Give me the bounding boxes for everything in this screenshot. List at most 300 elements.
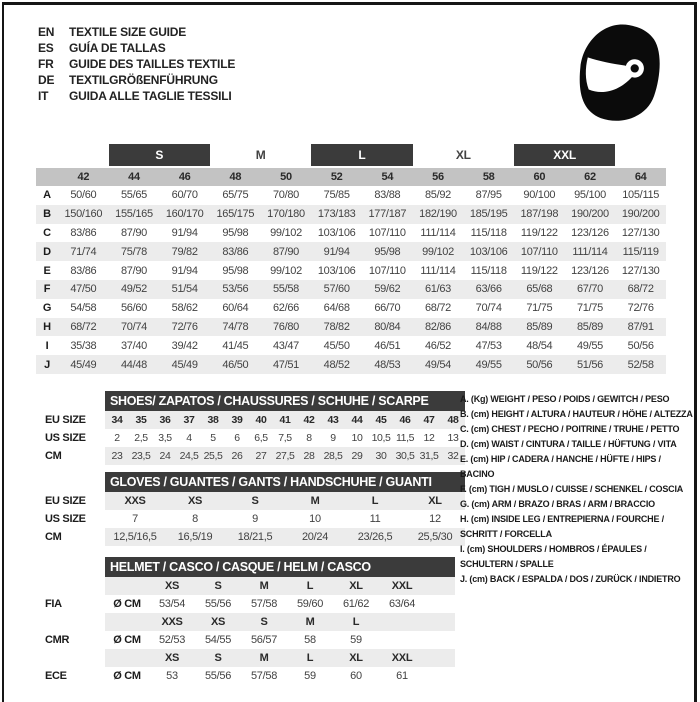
helmet-cell: 53/54 bbox=[158, 598, 186, 610]
gloves-cell: 10 bbox=[309, 513, 321, 525]
measure-cell: 62/66 bbox=[272, 302, 299, 315]
helmet-size-header: XS bbox=[164, 580, 180, 592]
measure-cell: 35/38 bbox=[70, 339, 97, 352]
measure-cell: 190/200 bbox=[571, 208, 609, 221]
shoes-cell: 10 bbox=[351, 432, 363, 444]
shoes-cell: 24 bbox=[159, 450, 171, 462]
helmet-size-header: L bbox=[306, 580, 314, 592]
shoes-cell: 38 bbox=[207, 414, 219, 426]
measure-cell: 119/122 bbox=[520, 264, 558, 277]
helmet-cell: 58 bbox=[304, 634, 316, 646]
size-header: 56 bbox=[432, 171, 444, 183]
measure-cell: 49/52 bbox=[120, 283, 147, 296]
measure-cell: 52/58 bbox=[627, 358, 654, 371]
helmet-size-header: XL bbox=[349, 580, 363, 592]
measure-cell: 48/52 bbox=[323, 358, 350, 371]
helmet-size-header: M bbox=[259, 580, 269, 592]
helmet-cell: 60 bbox=[350, 670, 362, 682]
measure-cell: 123/126 bbox=[571, 226, 609, 239]
shoes-cell: 6 bbox=[234, 432, 240, 444]
helmet-standard-ece: ECE bbox=[45, 670, 67, 682]
shoes-row bbox=[105, 429, 465, 447]
size-header: 50 bbox=[280, 171, 292, 183]
shoes-cell: 35 bbox=[135, 414, 147, 426]
helmet-cell: 55/56 bbox=[204, 670, 232, 682]
shoes-cell: 43 bbox=[327, 414, 339, 426]
measure-cell: 103/106 bbox=[317, 226, 356, 239]
helmet-size-row bbox=[105, 577, 455, 595]
gloves-cell: M bbox=[310, 495, 320, 507]
gloves-cell: XL bbox=[428, 495, 442, 507]
measure-cell: 68/72 bbox=[424, 302, 451, 315]
measure-cell: 65/75 bbox=[222, 189, 249, 202]
helmet-box bbox=[105, 557, 455, 685]
measure-cell: 49/54 bbox=[424, 358, 451, 371]
measure-cell: 107/110 bbox=[368, 264, 406, 277]
measure-cell: 75/78 bbox=[120, 245, 147, 258]
measure-row-h bbox=[36, 318, 666, 337]
measure-cell: 57/60 bbox=[323, 283, 350, 296]
measure-cell: 115/119 bbox=[622, 245, 659, 258]
helmet-cell: 59 bbox=[350, 634, 362, 646]
lang-title: GUIDE DES TAILLES TEXTILE bbox=[69, 57, 236, 71]
helmet-unit-label: Ø CM bbox=[113, 598, 141, 610]
main-table-body bbox=[36, 186, 666, 374]
measure-cell: 64/68 bbox=[323, 302, 350, 315]
shoes-cell: 7,5 bbox=[278, 432, 292, 444]
shoes-cell: 47 bbox=[423, 414, 435, 426]
measure-cell: 43/47 bbox=[272, 339, 299, 352]
gloves-title: GLOVES / GUANTES / GANTS / HANDSCHUHE / GUANTI bbox=[105, 472, 465, 492]
measure-cell: 46/50 bbox=[222, 358, 249, 371]
size-group-xxl: XXL bbox=[514, 144, 615, 166]
measure-cell: 72/76 bbox=[171, 320, 198, 333]
main-size-table bbox=[36, 144, 666, 374]
shoes-row bbox=[105, 447, 465, 465]
measure-cell: 85/89 bbox=[576, 320, 603, 333]
measure-cell: 95/98 bbox=[222, 226, 249, 239]
shoes-cell: 12 bbox=[423, 432, 435, 444]
shoes-cell: 42 bbox=[303, 414, 315, 426]
size-header: 52 bbox=[330, 171, 343, 183]
helmet-standard-cmr: CMR bbox=[45, 634, 70, 646]
measure-cell: 83/86 bbox=[70, 264, 97, 277]
gloves-cell: 12,5/16,5 bbox=[113, 531, 157, 543]
gloves-cell: XS bbox=[187, 495, 203, 507]
shoes-cell: 3,5 bbox=[158, 432, 172, 444]
measure-cell: 160/170 bbox=[165, 208, 204, 221]
helmet-cell: 63/64 bbox=[388, 598, 416, 610]
measure-row-i bbox=[36, 336, 666, 355]
lang-row-fr bbox=[38, 56, 235, 72]
lang-code: FR bbox=[38, 57, 54, 71]
row-label: G bbox=[42, 302, 52, 315]
helmet-size-row bbox=[105, 613, 455, 631]
helmet-size-header: XL bbox=[349, 652, 363, 664]
helmet-size-header: XXL bbox=[391, 580, 413, 592]
measure-cell: 75/85 bbox=[323, 189, 350, 202]
size-header: 48 bbox=[229, 171, 242, 183]
helmet-value-row bbox=[105, 631, 455, 649]
legend-line: F. (cm) TIGH / MUSLO / CUISSE / SCHENKEL / COSCIA bbox=[460, 484, 684, 494]
measure-cell: 103/106 bbox=[317, 264, 356, 277]
measure-cell: 87/90 bbox=[120, 264, 147, 277]
measure-cell: 53/56 bbox=[222, 283, 249, 296]
measure-cell: 55/65 bbox=[120, 189, 147, 202]
measure-row-a bbox=[36, 186, 666, 205]
shoes-cell: 39 bbox=[231, 414, 243, 426]
measure-cell: 39/42 bbox=[171, 339, 198, 352]
row-label: B bbox=[43, 208, 51, 221]
shoes-cell: 29 bbox=[351, 450, 363, 462]
measure-cell: 48/54 bbox=[526, 339, 553, 352]
measure-cell: 85/92 bbox=[424, 189, 451, 202]
shoes-cell: 8 bbox=[306, 432, 312, 444]
shoes-box bbox=[105, 391, 465, 465]
size-header: 54 bbox=[381, 171, 394, 183]
measure-row-b bbox=[36, 205, 666, 224]
gloves-cell: 23/26,5 bbox=[357, 531, 393, 543]
gloves-cell: 25,5/30 bbox=[417, 531, 453, 543]
shoes-cell: 31,5 bbox=[419, 450, 439, 462]
gloves-box bbox=[105, 472, 465, 546]
racing-helmet-icon bbox=[574, 22, 666, 124]
measure-cell: 68/72 bbox=[70, 320, 97, 333]
lang-row-en bbox=[38, 24, 235, 40]
main-table-bands bbox=[36, 144, 666, 166]
legend-line: A. (Kg) WEIGHT / PESO / POIDS / GEWITCH / PESO bbox=[460, 394, 670, 404]
helmet-cell: 57/58 bbox=[250, 670, 278, 682]
size-corner bbox=[36, 168, 58, 186]
measure-cell: 99/102 bbox=[270, 226, 302, 239]
shoes-cell: 34 bbox=[111, 414, 123, 426]
measure-cell: 173/183 bbox=[317, 208, 356, 221]
helmet-size-header: XXS bbox=[161, 616, 183, 628]
measure-cell: 44/48 bbox=[120, 358, 147, 371]
measure-row-c bbox=[36, 224, 666, 243]
shoes-cell: 11,5 bbox=[395, 432, 415, 444]
shoes-cell: 4 bbox=[186, 432, 192, 444]
measure-cell: 67/70 bbox=[576, 283, 603, 296]
helmet-cell bbox=[379, 631, 425, 649]
measure-cell: 55/58 bbox=[272, 283, 299, 296]
measure-cell: 51/54 bbox=[171, 283, 198, 296]
helmet-cell: 54/55 bbox=[204, 634, 232, 646]
measure-cell: 91/94 bbox=[171, 226, 198, 239]
measure-cell: 177/187 bbox=[368, 208, 407, 221]
helmet-size-header: L bbox=[352, 616, 360, 628]
shoes-row-label: CM bbox=[45, 450, 62, 462]
gloves-rows bbox=[105, 492, 465, 546]
measure-cell: 83/86 bbox=[222, 245, 249, 258]
helmet-size-header: S bbox=[214, 580, 222, 592]
measure-cell: 54/58 bbox=[70, 302, 97, 315]
helmet-size-header: M bbox=[305, 616, 315, 628]
measure-cell: 47/51 bbox=[272, 358, 299, 371]
shoes-cell: 5 bbox=[210, 432, 216, 444]
helmet-size-header: XXL bbox=[391, 652, 413, 664]
shoes-cell: 25,5 bbox=[203, 450, 223, 462]
measure-cell: 115/118 bbox=[470, 264, 507, 277]
measure-cell: 107/110 bbox=[368, 226, 406, 239]
measure-cell: 95/98 bbox=[222, 264, 249, 277]
lang-row-it bbox=[38, 88, 235, 104]
legend-line: H. (cm) INSIDE LEG / ENTREPIERNA / FOURCHE / SCHRITT / FORCELLA bbox=[460, 514, 664, 539]
shoes-cell: 44 bbox=[351, 414, 363, 426]
shoes-cell: 9 bbox=[330, 432, 336, 444]
measure-cell: 60/64 bbox=[222, 302, 249, 315]
row-label: D bbox=[43, 245, 51, 258]
measure-cell: 87/90 bbox=[120, 226, 147, 239]
shoes-cell: 28 bbox=[303, 450, 315, 462]
gloves-cell: 7 bbox=[132, 513, 138, 525]
shoes-cell: 40 bbox=[255, 414, 267, 426]
measure-cell: 71/75 bbox=[576, 302, 603, 315]
measure-cell: 45/49 bbox=[171, 358, 198, 371]
size-group-xl: XL bbox=[455, 148, 471, 162]
measure-cell: 41/45 bbox=[222, 339, 249, 352]
legend-line: D. (cm) WAIST / CINTURA / TAILLE / HÜFTUNG / VITA bbox=[460, 439, 677, 449]
shoes-cell: 2,5 bbox=[134, 432, 148, 444]
gloves-cell: 18/21,5 bbox=[237, 531, 273, 543]
helmet-unit-spacer bbox=[105, 577, 149, 595]
measure-cell: 83/86 bbox=[70, 226, 97, 239]
size-group-m: M bbox=[255, 148, 266, 162]
measure-cell: 119/122 bbox=[520, 226, 558, 239]
measure-cell: 87/90 bbox=[272, 245, 299, 258]
helmet-unit-label: Ø CM bbox=[113, 670, 141, 682]
shoes-cell: 26 bbox=[231, 450, 243, 462]
measure-cell: 46/52 bbox=[424, 339, 451, 352]
measure-cell: 59/62 bbox=[374, 283, 401, 296]
legend-line: I. (cm) SHOULDERS / HOMBROS / ÉPAULES / SCHULTERN / SPALLE bbox=[460, 544, 647, 569]
measure-cell: 70/74 bbox=[475, 302, 502, 315]
measure-cell: 190/200 bbox=[621, 208, 660, 221]
shoes-cell: 45 bbox=[375, 414, 387, 426]
lang-code: ES bbox=[38, 41, 54, 55]
helmet-size-header: XS bbox=[210, 616, 226, 628]
gloves-cell: 9 bbox=[252, 513, 258, 525]
measure-cell: 99/102 bbox=[270, 264, 302, 277]
row-label: A bbox=[43, 189, 51, 202]
row-label: I bbox=[45, 339, 49, 352]
lang-code: EN bbox=[38, 25, 55, 39]
size-header: 44 bbox=[128, 171, 140, 183]
measure-row-d bbox=[36, 242, 666, 261]
measure-cell: 71/74 bbox=[70, 245, 97, 258]
row-label: J bbox=[44, 358, 50, 371]
measure-cell: 123/126 bbox=[571, 264, 609, 277]
measure-cell: 127/130 bbox=[621, 264, 660, 277]
shoes-title: SHOES/ ZAPATOS / CHAUSSURES / SCHUHE / SCARPE bbox=[105, 391, 465, 411]
helmet-cell: 61 bbox=[396, 670, 408, 682]
lang-title: TEXTILE SIZE GUIDE bbox=[69, 25, 187, 39]
measure-cell: 63/66 bbox=[475, 283, 502, 296]
gloves-cell: 16,5/19 bbox=[177, 531, 213, 543]
row-label: C bbox=[43, 226, 51, 239]
measure-cell: 187/198 bbox=[520, 208, 559, 221]
measure-cell: 58/62 bbox=[171, 302, 198, 315]
helmet-cell: 56/57 bbox=[250, 634, 278, 646]
measure-cell: 61/63 bbox=[424, 283, 451, 296]
measure-cell: 72/76 bbox=[627, 302, 654, 315]
gloves-row-label: CM bbox=[45, 531, 62, 543]
measure-cell: 37/40 bbox=[120, 339, 147, 352]
lang-title: GUIDA ALLE TAGLIE TESSILI bbox=[69, 89, 232, 103]
shoes-cell: 23 bbox=[111, 450, 123, 462]
size-header: 58 bbox=[482, 171, 495, 183]
helmet-cell: 59/60 bbox=[296, 598, 324, 610]
gloves-cell: XXS bbox=[124, 495, 146, 507]
measure-cell: 50/56 bbox=[627, 339, 654, 352]
measure-cell: 66/70 bbox=[374, 302, 401, 315]
measure-cell: 170/180 bbox=[267, 208, 305, 221]
measure-cell: 50/56 bbox=[526, 358, 553, 371]
gloves-row bbox=[105, 492, 465, 510]
shoes-cell: 23,5 bbox=[131, 450, 151, 462]
measure-cell: 91/94 bbox=[171, 264, 198, 277]
measure-cell: 60/70 bbox=[171, 189, 198, 202]
measure-cell: 47/50 bbox=[70, 283, 97, 296]
legend-line: E. (cm) HIP / CADERA / HANCHE / HÜFTE / HIPS / BACINO bbox=[460, 454, 661, 479]
helmet-cell: 61/62 bbox=[342, 598, 370, 610]
measure-cell: 68/72 bbox=[627, 283, 654, 296]
legend-line: G. (cm) ARM / BRAZO / BRAS / ARM / BRACCIO bbox=[460, 499, 655, 509]
shoes-cell: 27 bbox=[255, 450, 267, 462]
measure-cell: 99/102 bbox=[422, 245, 454, 258]
shoes-cell: 2 bbox=[114, 432, 120, 444]
measure-cell: 111/114 bbox=[420, 226, 456, 239]
measure-cell: 87/95 bbox=[475, 189, 502, 202]
gloves-cell: L bbox=[371, 495, 379, 507]
helmet-size-header: L bbox=[306, 652, 314, 664]
measure-cell: 70/74 bbox=[120, 320, 147, 333]
helmet-cell: 53 bbox=[166, 670, 178, 682]
measure-cell: 85/89 bbox=[526, 320, 553, 333]
row-label: H bbox=[43, 320, 51, 333]
measure-cell: 165/175 bbox=[216, 208, 255, 221]
lang-title: GUÍA DE TALLAS bbox=[69, 41, 166, 55]
measure-cell: 49/55 bbox=[475, 358, 502, 371]
size-header: 64 bbox=[634, 171, 647, 183]
measure-cell: 70/80 bbox=[272, 189, 299, 202]
lang-code: DE bbox=[38, 73, 55, 87]
helmet-cell: 59 bbox=[304, 670, 316, 682]
shoes-rows bbox=[105, 411, 465, 465]
measure-cell: 84/88 bbox=[475, 320, 502, 333]
measure-cell: 71/75 bbox=[526, 302, 553, 315]
size-group-s: S bbox=[109, 144, 210, 166]
size-header: 42 bbox=[77, 171, 90, 183]
helmet-size-header: XS bbox=[164, 652, 180, 664]
measure-cell: 82/86 bbox=[424, 320, 451, 333]
shoes-row-label: US SIZE bbox=[45, 432, 86, 444]
shoes-cell: 30,5 bbox=[395, 450, 415, 462]
measure-cell: 65/68 bbox=[526, 283, 553, 296]
shoes-cell: 10,5 bbox=[371, 432, 391, 444]
measure-cell: 150/160 bbox=[64, 208, 103, 221]
measure-cell: 45/49 bbox=[70, 358, 97, 371]
gloves-cell: 20/24 bbox=[301, 531, 329, 543]
helmet-rows bbox=[105, 577, 455, 685]
shoes-row-label: EU SIZE bbox=[45, 414, 86, 426]
measure-cell: 48/53 bbox=[374, 358, 401, 371]
shoes-row bbox=[105, 411, 465, 429]
shoes-cell: 27,5 bbox=[275, 450, 295, 462]
measure-cell: 74/78 bbox=[222, 320, 249, 333]
helmet-cell: 55/56 bbox=[204, 598, 232, 610]
measure-cell: 80/84 bbox=[374, 320, 401, 333]
language-title-block bbox=[38, 24, 235, 104]
gloves-row bbox=[105, 528, 465, 546]
measure-cell: 45/50 bbox=[323, 339, 350, 352]
measure-row-j bbox=[36, 355, 666, 374]
legend-line: J. (cm) BACK / ESPALDA / DOS / ZURÜCK / INDIETRO bbox=[460, 574, 681, 584]
measure-cell: 185/195 bbox=[469, 208, 508, 221]
measurement-legend bbox=[460, 392, 696, 587]
helmet-value-row bbox=[105, 595, 455, 613]
measure-cell: 47/53 bbox=[475, 339, 502, 352]
gloves-row-label: EU SIZE bbox=[45, 495, 86, 507]
measure-cell: 91/94 bbox=[323, 245, 350, 258]
size-header: 60 bbox=[533, 171, 546, 183]
measure-cell: 107/110 bbox=[520, 245, 558, 258]
helmet-size-header: S bbox=[260, 616, 268, 628]
measure-row-f bbox=[36, 280, 666, 299]
helmet-size-header bbox=[379, 613, 425, 631]
helmet-standard-fia: FIA bbox=[45, 598, 62, 610]
band-spacer bbox=[36, 144, 109, 166]
shoes-cell: 6,5 bbox=[254, 432, 268, 444]
shoes-cell: 41 bbox=[279, 414, 291, 426]
helmet-cell: 52/53 bbox=[158, 634, 186, 646]
shoes-cell: 28,5 bbox=[323, 450, 343, 462]
main-table-sizes-row bbox=[36, 168, 666, 186]
row-label: F bbox=[43, 283, 51, 296]
measure-cell: 51/56 bbox=[576, 358, 603, 371]
measure-cell: 83/88 bbox=[374, 189, 401, 202]
lang-row-de bbox=[38, 72, 235, 88]
gloves-row bbox=[105, 510, 465, 528]
measure-cell: 87/91 bbox=[627, 320, 654, 333]
measure-cell: 95/100 bbox=[574, 189, 606, 202]
helmet-title: HELMET / CASCO / CASQUE / HELM / CASCO bbox=[105, 557, 455, 577]
gloves-cell: 12 bbox=[429, 513, 441, 525]
measure-cell: 76/80 bbox=[272, 320, 299, 333]
helmet-value-row bbox=[105, 667, 455, 685]
measure-cell: 78/82 bbox=[323, 320, 350, 333]
measure-cell: 182/190 bbox=[419, 208, 457, 221]
measure-cell: 105/115 bbox=[622, 189, 660, 202]
legend-line: B. (cm) HEIGHT / ALTURA / HAUTEUR / HÖHE / ALTEZZA bbox=[460, 409, 693, 419]
measure-cell: 111/114 bbox=[572, 245, 608, 258]
measure-cell: 79/82 bbox=[171, 245, 198, 258]
shoes-cell: 24,5 bbox=[179, 450, 199, 462]
shoes-cell: 13 bbox=[447, 432, 459, 444]
size-header: 62 bbox=[584, 171, 596, 183]
helmet-unit-spacer bbox=[105, 649, 149, 667]
measure-cell: 155/165 bbox=[115, 208, 153, 221]
shoes-cell: 48 bbox=[447, 414, 459, 426]
measure-cell: 127/130 bbox=[621, 226, 660, 239]
helmet-cell: 57/58 bbox=[250, 598, 278, 610]
measure-row-g bbox=[36, 299, 666, 318]
legend-line: C. (cm) CHEST / PECHO / POITRINE / TRUHE / PETTO bbox=[460, 424, 680, 434]
shoes-cell: 36 bbox=[159, 414, 171, 426]
measure-row-e bbox=[36, 261, 666, 280]
lang-row-es bbox=[38, 40, 235, 56]
shoes-cell: 30 bbox=[375, 450, 387, 462]
